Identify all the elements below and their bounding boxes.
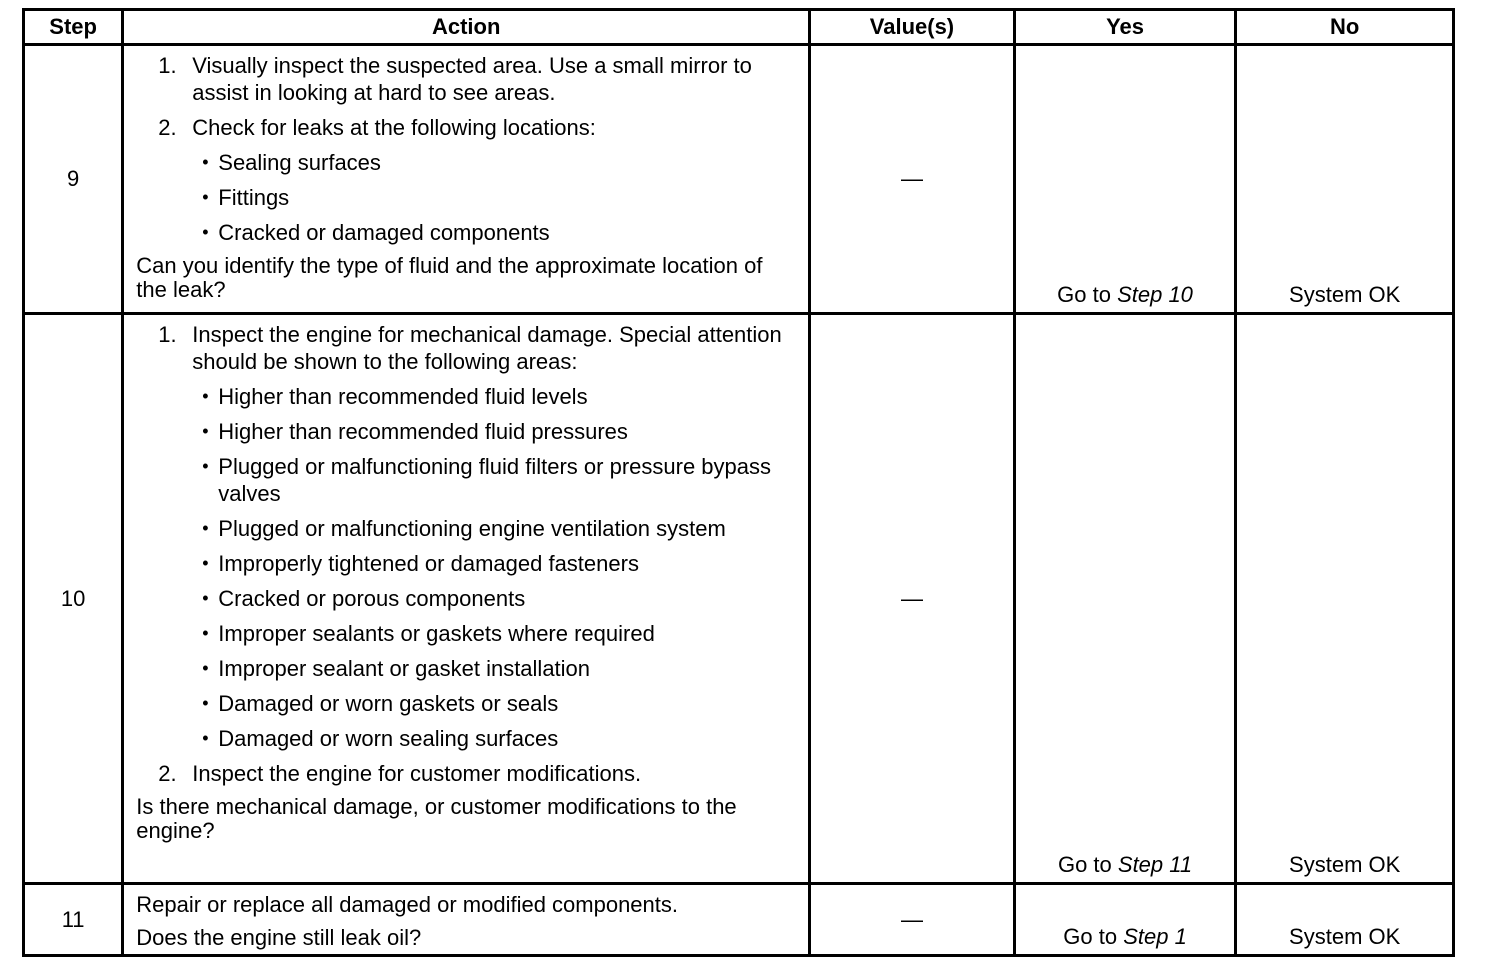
bullet-list	[192, 149, 798, 246]
action-cell	[123, 884, 810, 956]
table-row	[24, 884, 1454, 956]
no-cell: System OK	[1236, 884, 1454, 956]
bullet-icon: •	[202, 728, 209, 748]
bullet-item: • Fittings	[192, 184, 798, 211]
yes-cell	[1014, 884, 1236, 956]
bullet-item: • Damaged or worn gaskets or seals	[192, 690, 798, 717]
header-values: Value(s)	[810, 10, 1015, 45]
question-text: Can you identify the type of fluid and the approximate location of the leak?	[136, 253, 763, 302]
bullet-item: • Higher than recommended fluid pressures	[192, 418, 798, 445]
diagnostic-table	[22, 8, 1455, 957]
goto-step: Step 1	[1123, 924, 1187, 949]
bullet-icon: •	[202, 152, 209, 172]
no-cell: System OK	[1236, 314, 1454, 884]
numbered-item	[158, 114, 798, 141]
goto-link: Go to Step 11	[1057, 852, 1193, 877]
bullet-icon: •	[202, 588, 209, 608]
header-yes: Yes	[1014, 10, 1236, 45]
question-text: Does the engine still leak oil?	[136, 925, 422, 950]
question-text: Is there mechanical damage, or customer modifications to the engine?	[136, 794, 737, 843]
no-cell: System OK	[1236, 45, 1454, 314]
bullet-item: • Sealing surfaces	[192, 149, 798, 176]
value-cell: —	[810, 884, 1015, 956]
header-no: No	[1236, 10, 1454, 45]
yes-cell	[1014, 314, 1236, 884]
bullet-list	[192, 383, 798, 752]
numbered-item	[158, 760, 798, 787]
bullet-item: • Improper sealants or gaskets where required	[192, 620, 798, 647]
action-cell	[123, 45, 810, 314]
bullet-item: • Plugged or malfunctioning engine ventilation system	[192, 515, 798, 542]
bullet-icon: •	[202, 456, 209, 476]
table-row	[24, 314, 1454, 884]
bullet-item: • Cracked or damaged components	[192, 219, 798, 246]
item-text: Check for leaks at the following locations:	[192, 115, 596, 140]
bullet-item: • Damaged or worn sealing surfaces	[192, 725, 798, 752]
item-text: Visually inspect the suspected area. Use a small mirror to assist in looking at hard to see areas.	[192, 53, 752, 105]
action-text: Repair or replace all damaged or modified components.	[136, 892, 679, 917]
header-step: Step	[24, 10, 123, 45]
item-number: 1.	[158, 322, 177, 347]
item-number: 1.	[158, 53, 177, 78]
goto-step: Step 10	[1117, 282, 1193, 307]
value-cell: —	[810, 314, 1015, 884]
bullet-icon: •	[202, 421, 209, 441]
numbered-item	[158, 321, 798, 375]
bullet-item: • Cracked or porous components	[192, 585, 798, 612]
step-number: 10	[24, 314, 123, 884]
item-text: Inspect the engine for customer modifications.	[192, 761, 642, 786]
item-number: 2.	[158, 761, 177, 786]
step-number: 9	[24, 45, 123, 314]
header-action: Action	[123, 10, 810, 45]
bullet-item: • Improperly tightened or damaged fasteners	[192, 550, 798, 577]
bullet-item: • Higher than recommended fluid levels	[192, 383, 798, 410]
step-number: 11	[24, 884, 123, 956]
item-text: Inspect the engine for mechanical damage. Special attention should be shown to the following areas:	[192, 322, 782, 374]
value-cell: —	[810, 45, 1015, 314]
goto-step: Step 11	[1117, 852, 1193, 877]
bullet-item: • Improper sealant or gasket installation	[192, 655, 798, 682]
bullet-icon: •	[202, 518, 209, 538]
bullet-icon: •	[202, 658, 209, 678]
goto-link: Go to Step 1	[1063, 924, 1187, 949]
bullet-icon: •	[202, 222, 209, 242]
bullet-icon: •	[202, 386, 209, 406]
table-row	[24, 45, 1454, 314]
bullet-item: • Plugged or malfunctioning fluid filters or pressure bypass valves	[192, 453, 798, 507]
header-row	[24, 10, 1454, 45]
action-cell	[123, 314, 810, 884]
bullet-icon: •	[202, 187, 209, 207]
bullet-icon: •	[202, 553, 209, 573]
goto-link: Go to Step 10	[1057, 282, 1193, 307]
bullet-icon: •	[202, 623, 209, 643]
bullet-icon: •	[202, 693, 209, 713]
item-number: 2.	[158, 115, 177, 140]
numbered-item	[158, 52, 798, 106]
yes-cell	[1014, 45, 1236, 314]
